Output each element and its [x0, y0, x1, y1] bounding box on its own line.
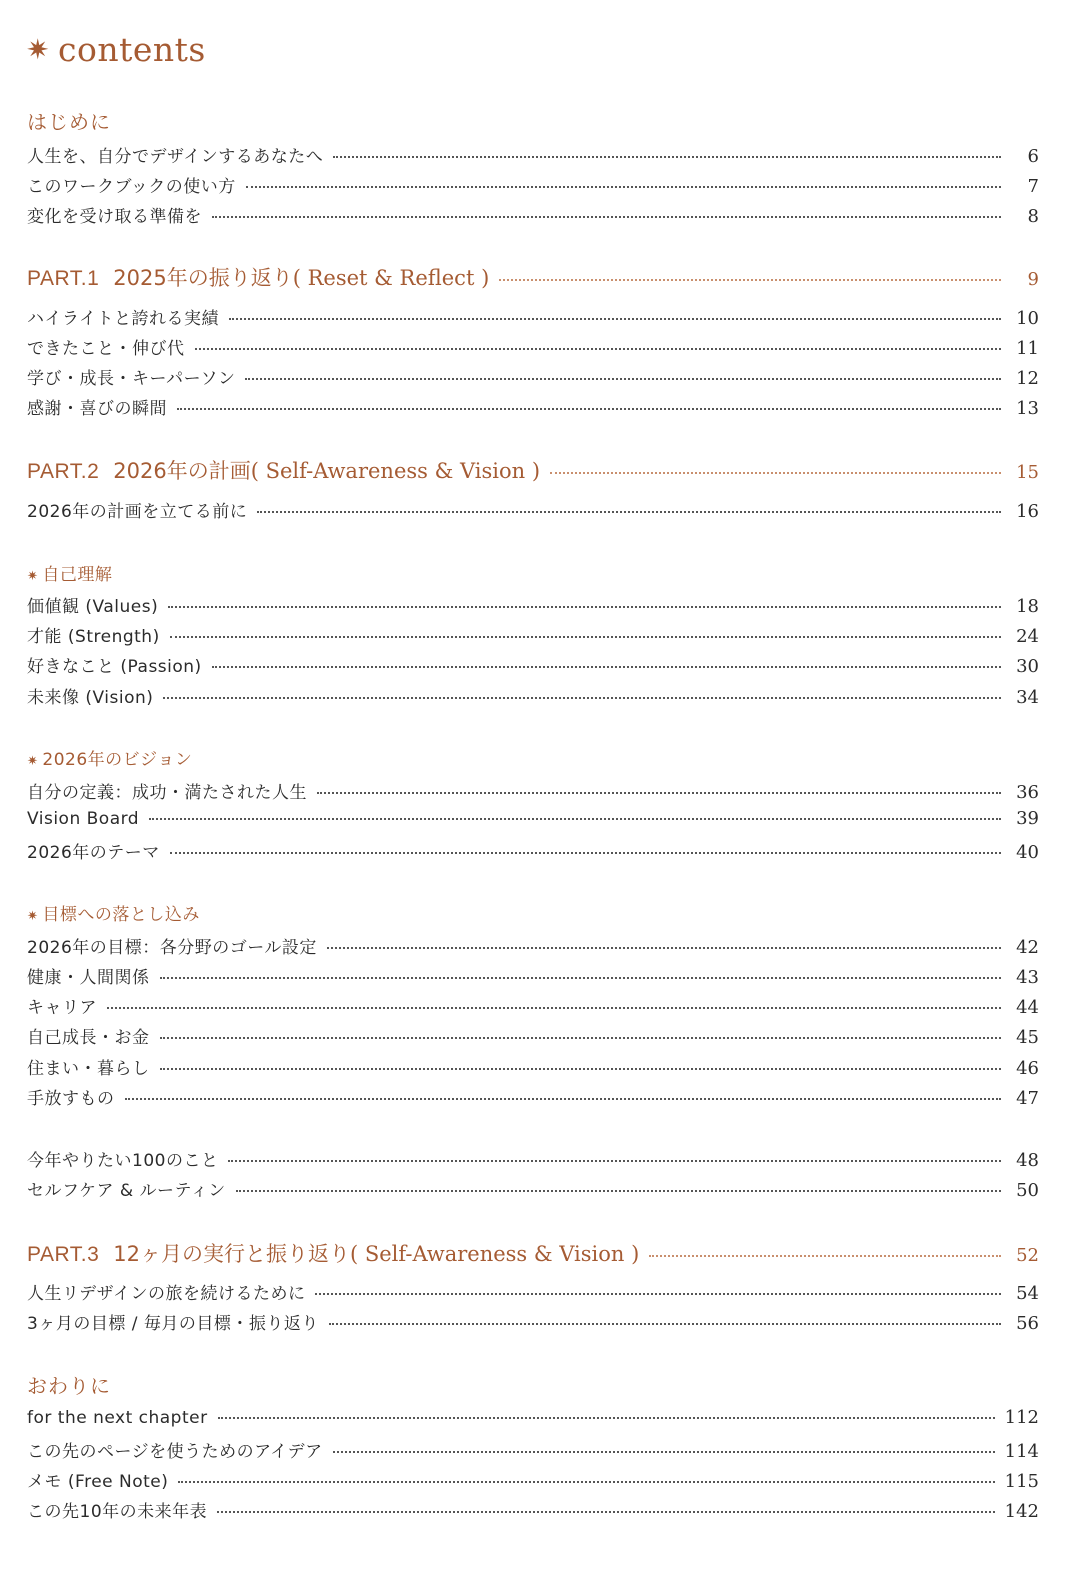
entry-label: 今年やりたい100のこと [27, 1151, 219, 1171]
entry-label: 価値観 (Values) [27, 597, 159, 617]
toc-entry[interactable] [27, 334, 1039, 362]
toc-entry[interactable] [27, 1467, 1039, 1495]
dot-leader [212, 216, 1001, 218]
toc-entry[interactable] [27, 202, 1039, 230]
entry-label: この先のページを使うためのアイデア [27, 1442, 323, 1462]
subsection-heading-goals [27, 900, 200, 925]
entry-label: 自分の定義：成功・満たされた人生 [27, 783, 307, 803]
entry-label: 健康・人間関係 [27, 968, 150, 988]
page-number: 11 [1016, 338, 1039, 359]
table-of-contents [27, 0, 1039, 1587]
toc-entry[interactable] [27, 778, 1039, 806]
dot-leader [329, 1323, 1001, 1325]
page-number: 12 [1016, 368, 1039, 389]
entry-label: ハイライトと誇れる実績 [27, 309, 219, 329]
dot-leader [163, 697, 1001, 699]
asterisk-icon: ✷ [27, 754, 39, 769]
entry-label: for the next chapter [27, 1408, 208, 1428]
page-number: 8 [1027, 206, 1039, 227]
dot-leader [315, 1293, 1001, 1295]
entry-label: セルフケア & ルーティン [27, 1181, 226, 1201]
page-number: 30 [1016, 656, 1039, 677]
part-label [27, 262, 489, 292]
page-number: 16 [1016, 501, 1039, 522]
dot-leader [550, 472, 1001, 474]
entry-label: 人生を、自分でデザインするあなたへ [27, 147, 324, 167]
part-number: PART.1 [27, 267, 100, 290]
title-text: contents [57, 30, 206, 69]
entry-label: 2026年の計画を立てる前に [27, 502, 248, 522]
subsection-heading-self [27, 560, 112, 585]
entry-label: 未来像 (Vision) [27, 688, 154, 708]
dot-leader [257, 511, 1001, 513]
dot-leader [317, 792, 1001, 794]
page-number: 15 [1016, 462, 1039, 483]
page-number: 50 [1016, 1180, 1039, 1201]
dot-leader [229, 318, 1001, 320]
entry-label: できたこと・伸び代 [27, 339, 185, 359]
star-icon: ✷ [26, 32, 50, 66]
page-number: 40 [1016, 842, 1039, 863]
entry-label: 手放すもの [27, 1089, 115, 1109]
toc-entry[interactable] [27, 1146, 1039, 1174]
toc-entry[interactable] [27, 652, 1039, 680]
toc-entry[interactable] [27, 1279, 1039, 1307]
dot-leader [178, 1481, 994, 1483]
dot-leader [327, 947, 1001, 949]
asterisk-icon: ✷ [27, 909, 39, 924]
toc-entry[interactable] [27, 622, 1039, 650]
part-title: 12ヶ月の実行と振り返り [113, 1242, 350, 1266]
page-number: 54 [1016, 1283, 1039, 1304]
toc-entry[interactable] [27, 1023, 1039, 1051]
subsection-heading-vision [27, 745, 192, 770]
dot-leader [168, 606, 1001, 608]
asterisk-icon: ✷ [27, 569, 39, 584]
part-heading-2[interactable] [27, 455, 1039, 485]
page-number: 42 [1016, 937, 1039, 958]
toc-entry[interactable] [27, 1437, 1039, 1465]
entry-label: 感謝・喜びの瞬間 [27, 399, 167, 419]
entry-label: このワークブックの使い方 [27, 177, 236, 197]
toc-entry[interactable] [27, 497, 1039, 525]
page-number: 18 [1016, 596, 1039, 617]
toc-entry[interactable] [27, 683, 1039, 711]
toc-entry[interactable] [27, 364, 1039, 392]
section-heading-intro: はじめに [27, 110, 111, 134]
subsection-label: 目標への落とし込み [42, 905, 200, 925]
page-number: 46 [1016, 1058, 1039, 1079]
dot-leader [107, 1007, 1001, 1009]
entry-label: この先10年の未来年表 [27, 1502, 208, 1522]
entry-label: 住まい・暮らし [27, 1059, 150, 1079]
toc-entry[interactable] [27, 1084, 1039, 1112]
dot-leader [245, 378, 1001, 380]
page-number: 52 [1016, 1245, 1039, 1266]
page-number: 24 [1016, 626, 1039, 647]
page-number: 43 [1016, 967, 1039, 988]
entry-label: 2026年の目標：各分野のゴール設定 [27, 938, 317, 958]
toc-entry[interactable] [27, 838, 1039, 866]
page-number: 10 [1016, 308, 1039, 329]
toc-entry[interactable] [27, 592, 1039, 620]
toc-entry[interactable] [27, 808, 1039, 836]
dot-leader [212, 666, 1001, 668]
toc-entry[interactable] [27, 142, 1039, 170]
part-title: 2025年の振り返り [113, 266, 293, 290]
dot-leader [149, 818, 1001, 820]
dot-leader [246, 186, 1001, 188]
part-label [27, 455, 540, 485]
entry-label: 自己成長・お金 [27, 1028, 150, 1048]
dot-leader [195, 348, 1002, 350]
subsection-label: 2026年のビジョン [42, 750, 193, 770]
toc-entry[interactable] [27, 1497, 1039, 1525]
toc-entry[interactable] [27, 172, 1039, 200]
page-number: 6 [1027, 146, 1039, 167]
dot-leader [218, 1417, 995, 1419]
dot-leader [217, 1511, 995, 1513]
part-title: 2026年の計画 [113, 459, 251, 483]
toc-entry[interactable] [27, 394, 1039, 422]
page-number: 34 [1016, 687, 1039, 708]
page-number: 115 [1004, 1471, 1039, 1492]
part-number: PART.2 [27, 460, 100, 483]
entry-label: 好きなこと (Passion) [27, 657, 202, 677]
toc-entry[interactable] [27, 304, 1039, 332]
entry-label: 2026年のテーマ [27, 843, 160, 863]
page-number: 142 [1004, 1501, 1039, 1522]
dot-leader [236, 1190, 1001, 1192]
entry-label: 3ヶ月の目標 / 毎月の目標・振り返り [27, 1314, 319, 1334]
page-number: 114 [1004, 1441, 1039, 1462]
dot-leader [177, 408, 1001, 410]
part-label [27, 1238, 639, 1268]
section-heading-outro: おわりに [27, 1374, 111, 1398]
toc-entry[interactable] [27, 1407, 1039, 1435]
page-number: 39 [1016, 808, 1039, 829]
page-number: 45 [1016, 1027, 1039, 1048]
part-heading-1[interactable] [27, 262, 1039, 292]
dot-leader [333, 1451, 995, 1453]
toc-entry[interactable] [27, 1309, 1039, 1337]
dot-leader [160, 977, 1002, 979]
entry-label: キャリア [27, 998, 97, 1018]
page-number: 9 [1027, 269, 1039, 290]
page-number: 44 [1016, 997, 1039, 1018]
dot-leader [499, 279, 1001, 281]
page-number: 36 [1016, 782, 1039, 803]
entry-label: 才能 (Strength) [27, 627, 160, 647]
part-subtitle: ( Self-Awareness & Vision ) [250, 459, 541, 483]
page-number: 56 [1016, 1313, 1039, 1334]
toc-entry[interactable] [27, 993, 1039, 1021]
dot-leader [125, 1098, 1002, 1100]
subsection-label: 自己理解 [42, 565, 113, 585]
part-subtitle: ( Self-Awareness & Vision ) [350, 1242, 640, 1266]
entry-label: 学び・成長・キーパーソン [27, 369, 236, 389]
page-number: 13 [1016, 398, 1039, 419]
toc-entry[interactable] [27, 933, 1039, 961]
page-number: 112 [1004, 1407, 1039, 1428]
dot-leader [228, 1160, 1001, 1162]
toc-entry[interactable] [27, 1176, 1039, 1204]
dot-leader [160, 1037, 1002, 1039]
entry-label: 人生リデザインの旅を続けるために [27, 1284, 306, 1304]
page-number: 48 [1016, 1150, 1039, 1171]
dot-leader [170, 852, 1001, 854]
dot-leader [160, 1068, 1002, 1070]
dot-leader [333, 156, 1001, 158]
dot-leader [170, 636, 1001, 638]
toc-entry[interactable] [27, 1054, 1039, 1082]
part-number: PART.3 [27, 1243, 100, 1266]
entry-label: 変化を受け取る準備を [27, 207, 202, 227]
part-subtitle: ( Reset & Reflect ) [292, 266, 490, 290]
page-number: 47 [1016, 1088, 1039, 1109]
toc-entry[interactable] [27, 963, 1039, 991]
dot-leader [649, 1255, 1001, 1257]
page-number: 7 [1027, 176, 1039, 197]
entry-label: Vision Board [27, 809, 140, 829]
part-heading-3[interactable] [27, 1238, 1039, 1268]
entry-label: メモ (Free Note) [27, 1472, 169, 1492]
